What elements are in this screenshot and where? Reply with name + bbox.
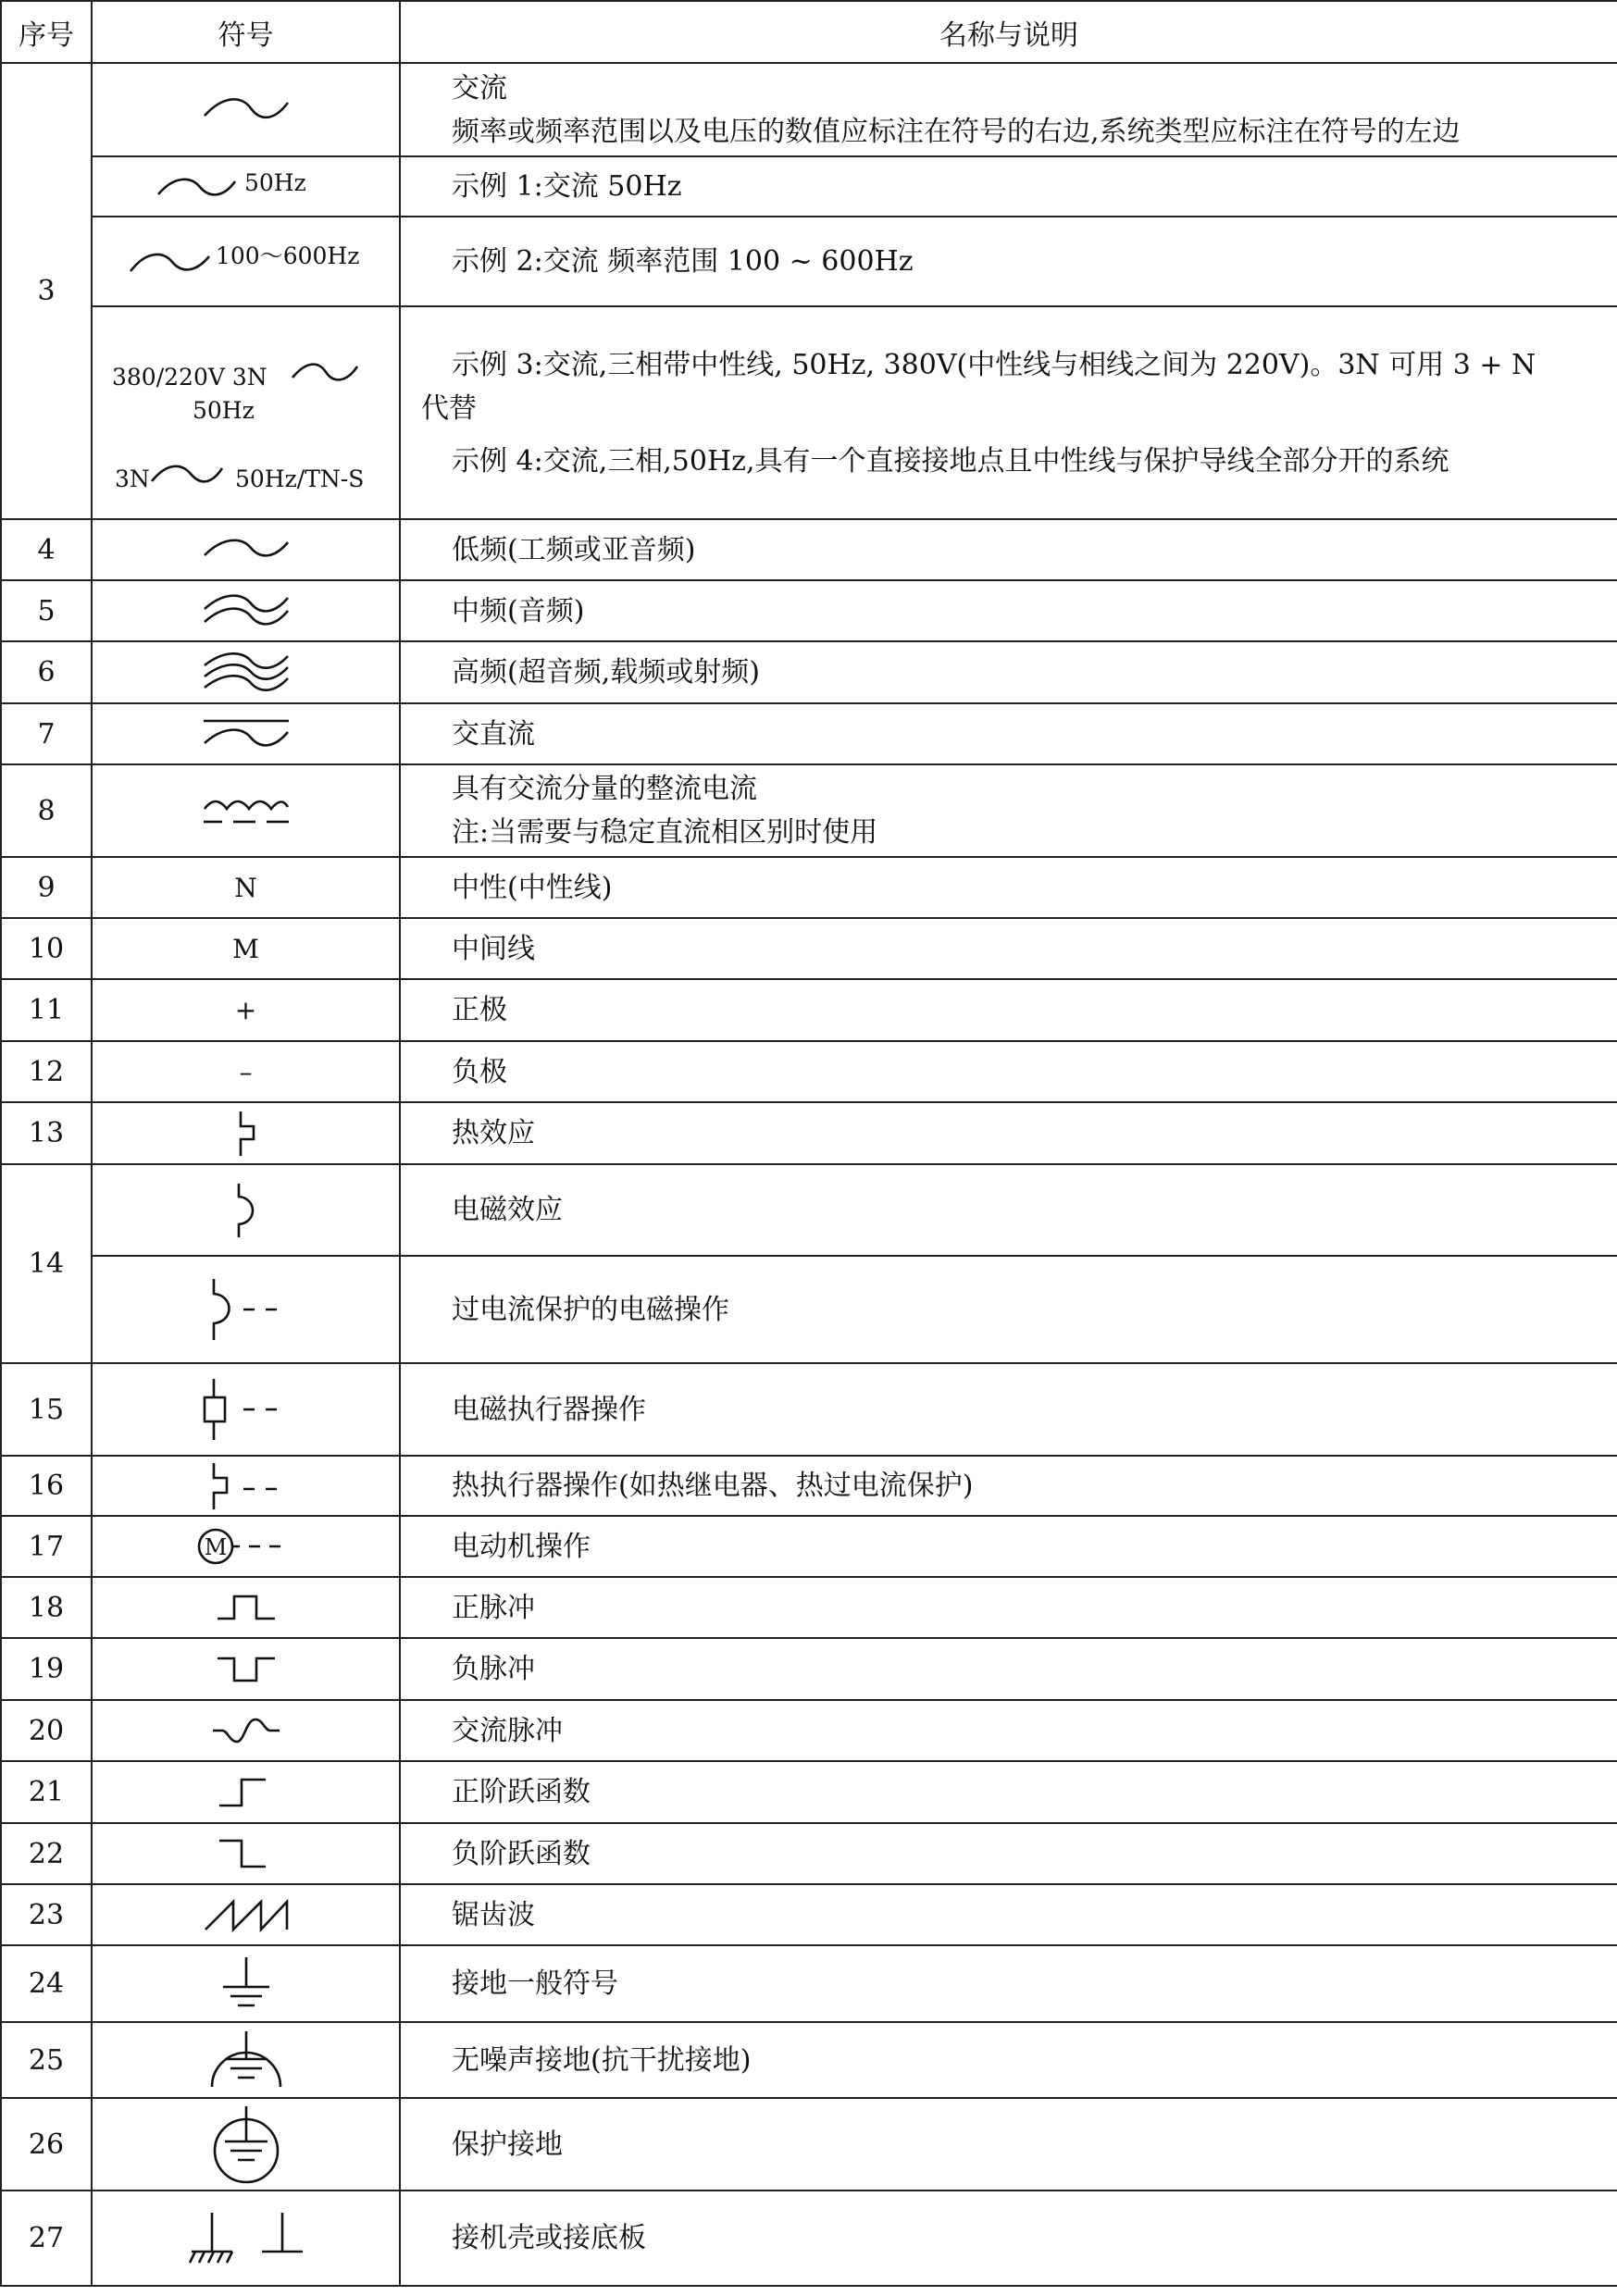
- positive-step-icon: [214, 1774, 279, 1811]
- desc-cell: 负脉冲: [400, 1638, 1617, 1700]
- desc-cell: 正阶跃函数: [400, 1761, 1617, 1823]
- desc-cell: 接地一般符号: [400, 1945, 1617, 2022]
- symbol-label: 3N: [114, 465, 150, 492]
- row-no: 11: [1, 979, 92, 1041]
- table-row: [1, 1256, 1617, 1363]
- table-row: [1, 1700, 1617, 1761]
- table-row: [1, 306, 1617, 519]
- row-no: 27: [1, 2191, 92, 2286]
- desc-cell: 示例 2:交流 频率范围 100 ~ 600Hz: [400, 217, 1617, 306]
- symbol-cell: [92, 580, 400, 641]
- desc-cell: 正脉冲: [400, 1577, 1617, 1638]
- ac-dc-icon: [200, 715, 292, 752]
- row-no: 14: [1, 1164, 92, 1363]
- desc-line: 代替: [421, 391, 477, 425]
- table-row: [1, 1041, 1617, 1102]
- row-no: 10: [1, 918, 92, 979]
- table-row: [1, 63, 1617, 156]
- desc-cell: [400, 63, 1617, 156]
- desc-cell: 示例 1:交流 50Hz: [400, 156, 1617, 217]
- table-row: [1, 2022, 1617, 2098]
- three-phase-ac-icon: [107, 320, 385, 505]
- row-no: 6: [1, 641, 92, 703]
- desc-line: 示例 3:交流,三相带中性线, 50Hz, 380V(中性线与相线之间为 220V)。3N 可用 3 + N: [452, 348, 1536, 381]
- electromagnetic-actuator-icon: [195, 1377, 297, 1442]
- desc-cell: 热执行器操作(如热继电器、热过电流保护): [400, 1456, 1617, 1516]
- ac-pulse-icon: [209, 1714, 283, 1747]
- table-row: [1, 857, 1617, 918]
- desc-cell: [400, 764, 1617, 857]
- symbol-cell: [92, 2098, 400, 2191]
- symbol-cell: [92, 2191, 400, 2286]
- table-row: [1, 1164, 1617, 1256]
- row-no: 19: [1, 1638, 92, 1700]
- symbol-cell: [92, 1761, 400, 1823]
- symbol-label: 50Hz: [192, 397, 255, 424]
- desc-cell: 负极: [400, 1041, 1617, 1102]
- table-row: [1, 918, 1617, 979]
- symbol-cell: [92, 1102, 400, 1164]
- desc-cell: 电动机操作: [400, 1516, 1617, 1577]
- row-no: 26: [1, 2098, 92, 2191]
- thermal-actuator-icon: [195, 1461, 297, 1511]
- motor-operation-icon: [195, 1523, 297, 1570]
- row-no: 15: [1, 1363, 92, 1456]
- symbol-cell: –: [92, 1041, 400, 1102]
- desc-cell: 中间线: [400, 918, 1617, 979]
- desc-cell: 过电流保护的电磁操作: [400, 1256, 1617, 1363]
- symbol-label: 380/220V 3N: [111, 364, 267, 391]
- header-symbol: 符号: [92, 1, 400, 63]
- row-no: 18: [1, 1577, 92, 1638]
- row-no-3: 3: [1, 63, 92, 519]
- medium-frequency-icon: [200, 592, 292, 629]
- symbol-label: 100～600Hz: [215, 242, 359, 269]
- symbol-cell: M: [92, 918, 400, 979]
- desc-cell: 中性(中性线): [400, 857, 1617, 918]
- table-row: [1, 1363, 1617, 1456]
- symbol-cell: [92, 519, 400, 580]
- row-no: 25: [1, 2022, 92, 2098]
- low-frequency-icon: [200, 533, 292, 566]
- electromagnetic-effect-icon: [228, 1182, 265, 1239]
- rectified-current-icon: [200, 792, 292, 829]
- row-no: 12: [1, 1041, 92, 1102]
- negative-step-icon: [214, 1835, 279, 1872]
- symbol-cell: [92, 1456, 400, 1516]
- row-no: 13: [1, 1102, 92, 1164]
- noiseless-earth-icon: [205, 2029, 288, 2091]
- desc-cell: 交直流: [400, 703, 1617, 764]
- table-row: [1, 703, 1617, 764]
- symbol-cell: [92, 1823, 400, 1884]
- symbol-cell: [92, 641, 400, 703]
- desc-cell: 锯齿波: [400, 1884, 1617, 1945]
- desc-cell: 高频(超音频,载频或射频): [400, 641, 1617, 703]
- symbol-cell: [92, 764, 400, 857]
- desc-cell: 保护接地: [400, 2098, 1617, 2191]
- symbol-cell: [92, 703, 400, 764]
- ac-50hz-icon: [154, 168, 339, 205]
- header-row: [1, 1, 1617, 63]
- symbol-cell: [92, 1945, 400, 2022]
- desc-cell: 负阶跃函数: [400, 1823, 1617, 1884]
- row-no: 21: [1, 1761, 92, 1823]
- table-row: [1, 979, 1617, 1041]
- desc-cell: 接机壳或接底板: [400, 2191, 1617, 2286]
- chassis-earth-icon: [186, 2209, 306, 2268]
- row-no: 4: [1, 519, 92, 580]
- overcurrent-electromagnetic-icon: [195, 1277, 297, 1342]
- earth-icon: [214, 1955, 279, 2013]
- table-row: [1, 2191, 1617, 2286]
- header-desc: 名称与说明: [400, 1, 1617, 63]
- symbol-cell: [92, 1884, 400, 1945]
- header-no: 序号: [1, 1, 92, 63]
- table-row: [1, 641, 1617, 703]
- symbol-cell: +: [92, 979, 400, 1041]
- table-row: [1, 156, 1617, 217]
- table-row: [1, 1577, 1617, 1638]
- table-row: [1, 1945, 1617, 2022]
- table-row: [1, 1761, 1617, 1823]
- table-row: [1, 2098, 1617, 2191]
- row-no: 5: [1, 580, 92, 641]
- symbol-cell: [92, 306, 400, 519]
- table-row: [1, 1823, 1617, 1884]
- symbol-cell: [92, 1700, 400, 1761]
- symbol-cell: N: [92, 857, 400, 918]
- table-row: [1, 1516, 1617, 1577]
- desc-line: 示例 4:交流,三相,50Hz,具有一个直接接地点且中性线与保护导线全部分开的系统: [452, 444, 1449, 478]
- table-row: [1, 580, 1617, 641]
- table-row: [1, 217, 1617, 306]
- desc-cell: 正极: [400, 979, 1617, 1041]
- row-no: 17: [1, 1516, 92, 1577]
- table-row: [1, 1456, 1617, 1516]
- symbol-cell: [92, 217, 400, 306]
- row-no: 7: [1, 703, 92, 764]
- negative-pulse-icon: [214, 1653, 279, 1686]
- desc-cell: 热效应: [400, 1102, 1617, 1164]
- ac-tilde-icon: [200, 92, 292, 129]
- row-no: 23: [1, 1884, 92, 1945]
- symbol-label: 50Hz: [243, 168, 306, 196]
- protective-earth-icon: [205, 2104, 288, 2184]
- ac-range-icon: [126, 243, 367, 280]
- desc-cell: 低频(工频或亚音频): [400, 519, 1617, 580]
- table-row: [1, 1638, 1617, 1700]
- symbol-cell: [92, 156, 400, 217]
- desc-line: 注:当需要与稳定直流相区别时使用: [452, 816, 878, 849]
- positive-pulse-icon: [214, 1591, 279, 1624]
- symbol-cell: [92, 1164, 400, 1256]
- table-row: [1, 519, 1617, 580]
- thermal-effect-icon: [228, 1110, 265, 1158]
- symbol-label: M: [204, 1534, 227, 1560]
- symbol-cell: [92, 63, 400, 156]
- row-no: 9: [1, 857, 92, 918]
- desc-cell: 中频(音频): [400, 580, 1617, 641]
- desc-cell: 交流脉冲: [400, 1700, 1617, 1761]
- row-no: 8: [1, 764, 92, 857]
- row-no: 16: [1, 1456, 92, 1516]
- desc-cell: 电磁执行器操作: [400, 1363, 1617, 1456]
- row-no: 20: [1, 1700, 92, 1761]
- symbol-cell: [92, 2022, 400, 2098]
- desc-cell: 电磁效应: [400, 1164, 1617, 1256]
- symbol-cell: [92, 1256, 400, 1363]
- table-row: [1, 1102, 1617, 1164]
- desc-cell: 无噪声接地(抗干扰接地): [400, 2022, 1617, 2098]
- desc-line: 具有交流分量的整流电流: [452, 773, 757, 805]
- symbol-label: 50Hz/TN-S: [234, 465, 364, 492]
- symbol-cell: [92, 1638, 400, 1700]
- desc-line: 频率或频率范围以及电压的数值应标注在符号的右边,系统类型应标注在符号的左边: [452, 115, 1461, 148]
- symbol-cell: [92, 1363, 400, 1456]
- table-row: [1, 764, 1617, 857]
- row-no: 24: [1, 1945, 92, 2022]
- symbol-cell: [92, 1516, 400, 1577]
- table-row: [1, 1884, 1617, 1945]
- sawtooth-icon: [200, 1894, 292, 1935]
- desc-cell: [400, 306, 1617, 519]
- row-no: 22: [1, 1823, 92, 1884]
- high-frequency-icon: [200, 652, 292, 693]
- desc-line: 交流: [452, 71, 507, 105]
- symbol-cell: [92, 1577, 400, 1638]
